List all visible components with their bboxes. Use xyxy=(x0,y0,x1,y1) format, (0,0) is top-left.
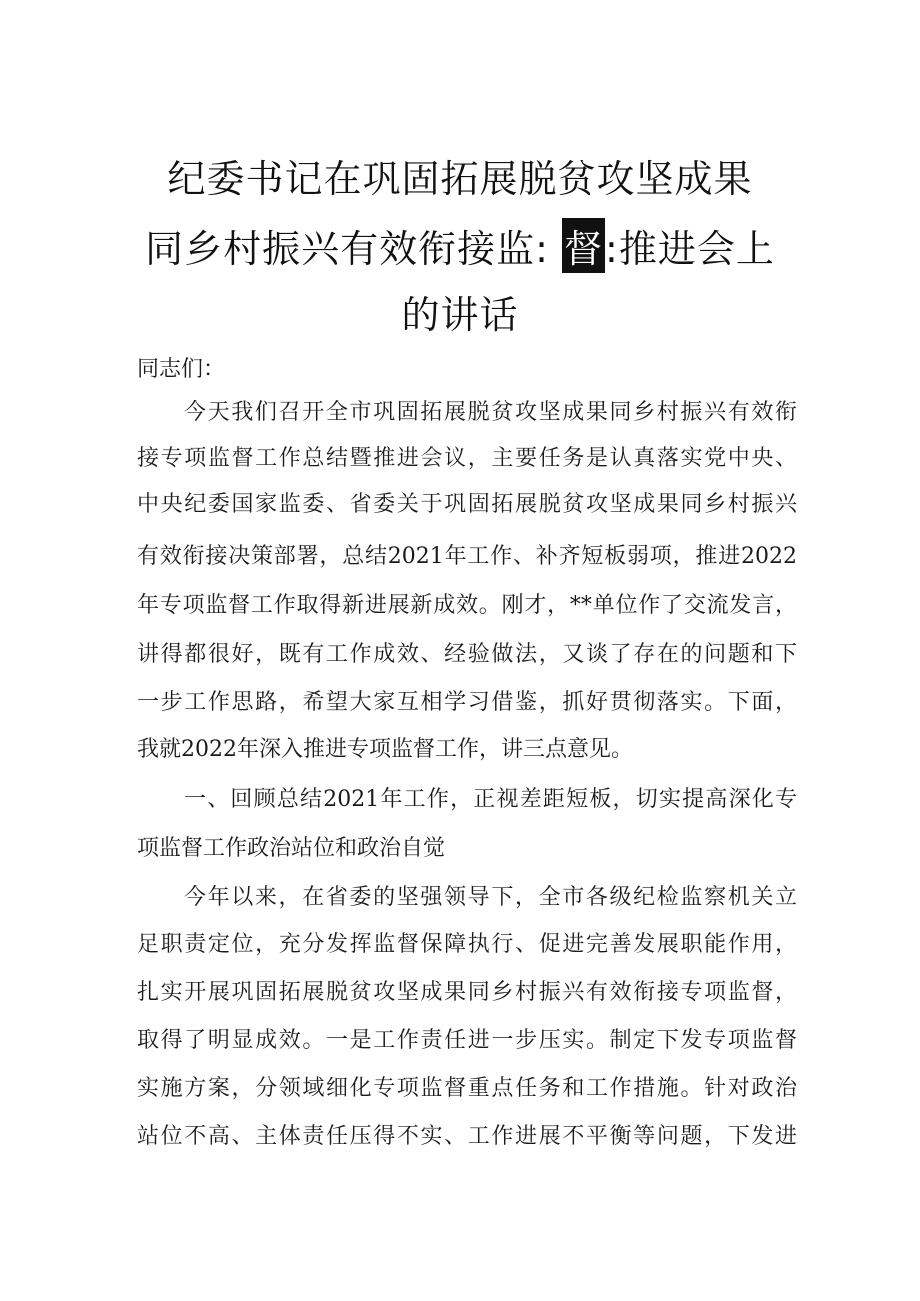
title-line-2-part-a: 同乡村振兴有效衔接监 xyxy=(145,227,536,271)
body-line: 扎实开展巩固拓展脱贫攻坚成果同乡村振兴有效衔接专项监督， xyxy=(137,980,797,1005)
title-line-2-part-b: 推进会上 xyxy=(618,227,775,271)
body-line: 今天我们召开全市巩固拓展脱贫攻坚成果同乡村振兴有效衔 xyxy=(184,400,797,425)
body-line: 一步工作思路，希望大家互相学习借鉴，抓好贯彻落实。下面， xyxy=(137,690,797,715)
body-line: 我就2022年深入推进专项监督工作，讲三点意见。 xyxy=(137,737,633,762)
body-line: 讲得都很好，既有工作成效、经验做法，又谈了存在的问题和下 xyxy=(137,642,797,667)
body-line: 中央纪委国家监委、省委关于巩固拓展脱贫攻坚成果同乡村振兴 xyxy=(137,492,797,517)
title-line-3: 的讲话 xyxy=(401,293,519,337)
section-heading-line: 一、回顾总结2021年工作，正视差距短板，切实提高深化专 xyxy=(184,787,797,812)
body-line: 有效衔接决策部署，总结2021年工作、补齐短板弱项，推进2022 xyxy=(137,544,797,569)
body-line: 足职责定位，充分发挥监督保障执行、促进完善发展职能作用， xyxy=(137,932,797,957)
body-line: 今年以来，在省委的坚强领导下，全市各级纪检监察机关立 xyxy=(184,885,797,910)
body-line: 取得了明显成效。一是工作责任进一步压实。制定下发专项监督 xyxy=(137,1028,797,1053)
section-heading-line: 项监督工作政治站位和政治自觉 xyxy=(137,836,446,861)
title-line-2: 同乡村振兴有效衔接监: 督:推进会上 xyxy=(0,218,920,273)
body-line: 年专项监督工作取得新进展新成效。刚才，**单位作了交流发言， xyxy=(137,593,797,618)
body-line: 站位不高、主体责任压得不实、工作进展不平衡等问题，下发进 xyxy=(137,1124,797,1149)
salutation: 同志们： xyxy=(137,357,226,382)
title-line-1: 纪委书记在巩固拓展脱贫攻坚成果 xyxy=(167,157,753,201)
body-line: 实施方案，分领域细化专项监督重点任务和工作措施。针对政治 xyxy=(137,1076,797,1101)
title-highlight-mark: 督 xyxy=(562,218,605,273)
body-line: 接专项监督工作总结暨推进会议，主要任务是认真落实党中央、 xyxy=(137,446,797,471)
